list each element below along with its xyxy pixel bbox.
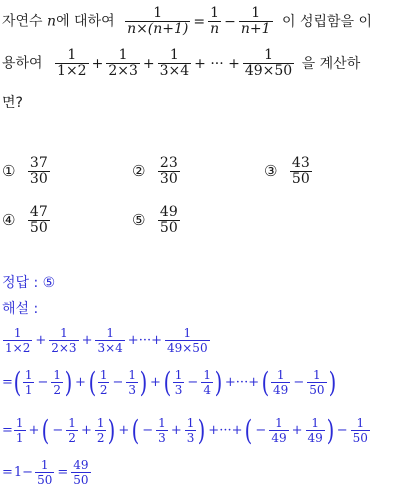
- numerator: 1: [186, 416, 195, 430]
- choice-fraction: [290, 156, 312, 187]
- plus-sign: +: [35, 333, 47, 348]
- minus-sign: −: [336, 423, 348, 438]
- choice-3[interactable]: [264, 156, 313, 187]
- solution-row-4: [2, 458, 92, 487]
- ellipsis: +···+: [127, 333, 162, 348]
- denominator: 2: [96, 431, 105, 445]
- fraction: [306, 416, 325, 445]
- fraction-1-over-n-plus-1: [239, 6, 273, 37]
- paren-close: ): [198, 413, 206, 447]
- numerator: 1: [49, 326, 78, 341]
- minus-sign: −: [52, 423, 64, 438]
- question-text: 이 성립함을 이: [282, 13, 373, 30]
- numerator: 1: [99, 368, 108, 382]
- question-text: 을 계산하: [301, 55, 361, 72]
- paren-open: (: [42, 413, 50, 447]
- choice-1[interactable]: [2, 156, 51, 187]
- choice-5[interactable]: [132, 205, 181, 236]
- choice-fraction: [28, 156, 50, 187]
- denominator: 3×4: [159, 63, 190, 79]
- denominator: 1: [24, 383, 33, 397]
- plus-sign: +: [291, 423, 303, 438]
- result-fraction: [71, 458, 90, 487]
- minus-sign: −: [37, 375, 49, 390]
- paren-open: (: [13, 365, 22, 399]
- fraction: [95, 416, 107, 445]
- minus-sign: −: [142, 423, 154, 438]
- question-text: 용하여: [2, 55, 43, 72]
- denominator: 49: [307, 431, 323, 445]
- denominator: 50: [159, 220, 178, 236]
- denominator: 2: [99, 383, 108, 397]
- denominator: 1×2: [5, 341, 31, 355]
- fraction: [271, 368, 290, 397]
- fraction: [156, 416, 168, 445]
- paren-close: ): [326, 413, 335, 447]
- numerator: 1: [95, 326, 124, 341]
- fraction: [95, 326, 124, 355]
- fraction: [98, 368, 110, 397]
- question-line-1: [2, 6, 372, 37]
- fraction: [173, 368, 185, 397]
- numerator: 1: [55, 48, 89, 64]
- denominator: 50: [309, 383, 325, 397]
- denominator: 1: [15, 431, 24, 445]
- fraction: [307, 368, 326, 397]
- choice-mark: ⑤: [132, 211, 146, 229]
- numerator: 1: [174, 368, 183, 382]
- paren-open: (: [261, 365, 270, 399]
- paren-open: (: [245, 413, 253, 447]
- minus-sign: −: [112, 375, 124, 390]
- term-last: [243, 48, 294, 79]
- numerator: 1: [96, 416, 105, 430]
- term-2: [106, 48, 140, 79]
- ellipsis: + ··· +: [194, 55, 240, 72]
- choice-mark: ④: [2, 211, 16, 229]
- fraction: [3, 326, 32, 355]
- equals-sign: =: [57, 465, 69, 480]
- paren-close: ): [328, 365, 336, 399]
- paren-close: ): [108, 413, 116, 447]
- choice-fraction: [158, 156, 180, 187]
- numerator: 1: [35, 458, 54, 473]
- numerator: 1: [24, 368, 33, 382]
- answer-label: 정답 : ⑤: [2, 275, 56, 291]
- paren-close: ): [214, 365, 223, 399]
- fraction: [23, 368, 35, 397]
- denominator: 49: [273, 383, 289, 397]
- question-line-2: [2, 48, 360, 79]
- ellipsis: +···+: [224, 375, 260, 390]
- equals-sign: =: [2, 423, 13, 438]
- numerator: 1: [3, 326, 32, 341]
- denominator: 2×3: [51, 341, 77, 355]
- term-3: [158, 48, 192, 79]
- denominator: 3×4: [97, 341, 123, 355]
- equals-sign: =: [2, 375, 13, 390]
- choice-mark: ③: [264, 162, 278, 180]
- denominator: 30: [29, 171, 48, 187]
- plus-sign: +: [149, 375, 161, 390]
- numerator: 49: [73, 458, 89, 472]
- numerator: 1: [158, 416, 166, 430]
- denominator: 2: [53, 383, 62, 397]
- fraction: [51, 368, 63, 397]
- denominator: 49×50: [166, 341, 208, 355]
- numerator: 43: [291, 155, 310, 171]
- denominator: 50: [73, 473, 89, 487]
- explanation-label: 해설 :: [2, 301, 39, 317]
- paren-close: ): [139, 365, 148, 399]
- definition-fraction: [125, 6, 190, 37]
- numerator: 23: [159, 155, 178, 171]
- denominator: 4: [203, 383, 211, 397]
- denominator: 50: [29, 220, 48, 236]
- fraction: [201, 368, 213, 397]
- denominator: 30: [159, 171, 178, 187]
- denominator: n×(n+1): [127, 21, 189, 37]
- plus-sign: +: [80, 423, 92, 438]
- denominator: n: [210, 21, 220, 37]
- denominator: 3: [158, 431, 166, 445]
- choice-fraction: [158, 205, 180, 236]
- denominator: 49: [271, 431, 287, 445]
- fraction: [269, 416, 288, 445]
- minus-sign: −: [187, 375, 199, 390]
- ellipsis: +···+: [208, 423, 243, 438]
- fraction: [66, 416, 78, 445]
- fraction: [165, 326, 210, 355]
- numerator: 1: [208, 6, 221, 22]
- minus-sign: −: [224, 13, 236, 30]
- paren-close: ): [64, 365, 73, 399]
- fraction: [185, 416, 197, 445]
- denominator: n+1: [240, 21, 271, 37]
- denominator: 3: [128, 383, 136, 397]
- numerator: 1: [15, 416, 24, 430]
- minus-sign: −: [255, 423, 267, 438]
- choice-4[interactable]: [2, 205, 51, 236]
- denominator: 2×3: [108, 63, 138, 79]
- numerator: 1: [165, 326, 210, 341]
- numerator: 1: [271, 368, 290, 383]
- denominator: 50: [352, 431, 368, 445]
- denominator: 1×2: [57, 63, 87, 79]
- numerator: 1: [128, 368, 136, 382]
- question-line-3: 면?: [2, 95, 23, 111]
- denominator: 2: [68, 431, 76, 445]
- fraction: [49, 326, 78, 355]
- minus-sign: −: [293, 375, 305, 390]
- choice-fraction: [28, 205, 50, 236]
- choice-2[interactable]: [132, 156, 181, 187]
- variable-n: n: [47, 13, 57, 30]
- fraction: [14, 416, 26, 445]
- numerator: 1: [53, 368, 62, 382]
- plus-sign: +: [28, 423, 40, 438]
- denominator: 50: [37, 473, 53, 487]
- solution-row-2: [2, 365, 336, 399]
- plus-sign: +: [91, 55, 104, 72]
- denominator: 3: [174, 383, 183, 397]
- numerator: 1: [351, 416, 370, 431]
- fraction: [351, 416, 370, 445]
- fraction: [126, 368, 138, 397]
- denominator: 50: [291, 171, 310, 187]
- expression-text: 1−: [13, 465, 34, 480]
- plus-sign: +: [118, 423, 130, 438]
- question-text: 에 대하여: [56, 13, 115, 30]
- equals-sign: =: [2, 465, 13, 480]
- numerator: 1: [125, 6, 190, 22]
- plus-sign: +: [170, 423, 182, 438]
- numerator: 1: [158, 48, 192, 64]
- plus-sign: +: [142, 55, 155, 72]
- denominator: 3: [186, 431, 195, 445]
- solution-row-3: [2, 413, 371, 447]
- fraction-1-over-n: [208, 6, 221, 37]
- plus-sign: +: [81, 333, 93, 348]
- numerator: 1: [243, 48, 294, 64]
- numerator: 1: [306, 416, 325, 431]
- numerator: 47: [29, 204, 48, 220]
- numerator: 49: [159, 204, 178, 220]
- choice-mark: ①: [2, 162, 16, 180]
- fraction: [35, 458, 54, 487]
- numerator: 1: [203, 368, 211, 382]
- numerator: 1: [68, 416, 76, 430]
- equals-sign: =: [193, 13, 206, 30]
- question-text: 자연수: [2, 13, 48, 30]
- paren-open: (: [88, 365, 97, 399]
- solution-row-1: [2, 326, 211, 355]
- paren-open: (: [163, 365, 172, 399]
- paren-open: (: [131, 413, 140, 447]
- numerator: 1: [106, 48, 140, 64]
- denominator: 49×50: [244, 63, 293, 79]
- numerator: 1: [239, 6, 273, 22]
- plus-sign: +: [74, 375, 86, 390]
- numerator: 37: [29, 155, 48, 171]
- numerator: 1: [307, 368, 326, 383]
- numerator: 1: [269, 416, 288, 431]
- choice-mark: ②: [132, 162, 146, 180]
- term-1: [55, 48, 89, 79]
